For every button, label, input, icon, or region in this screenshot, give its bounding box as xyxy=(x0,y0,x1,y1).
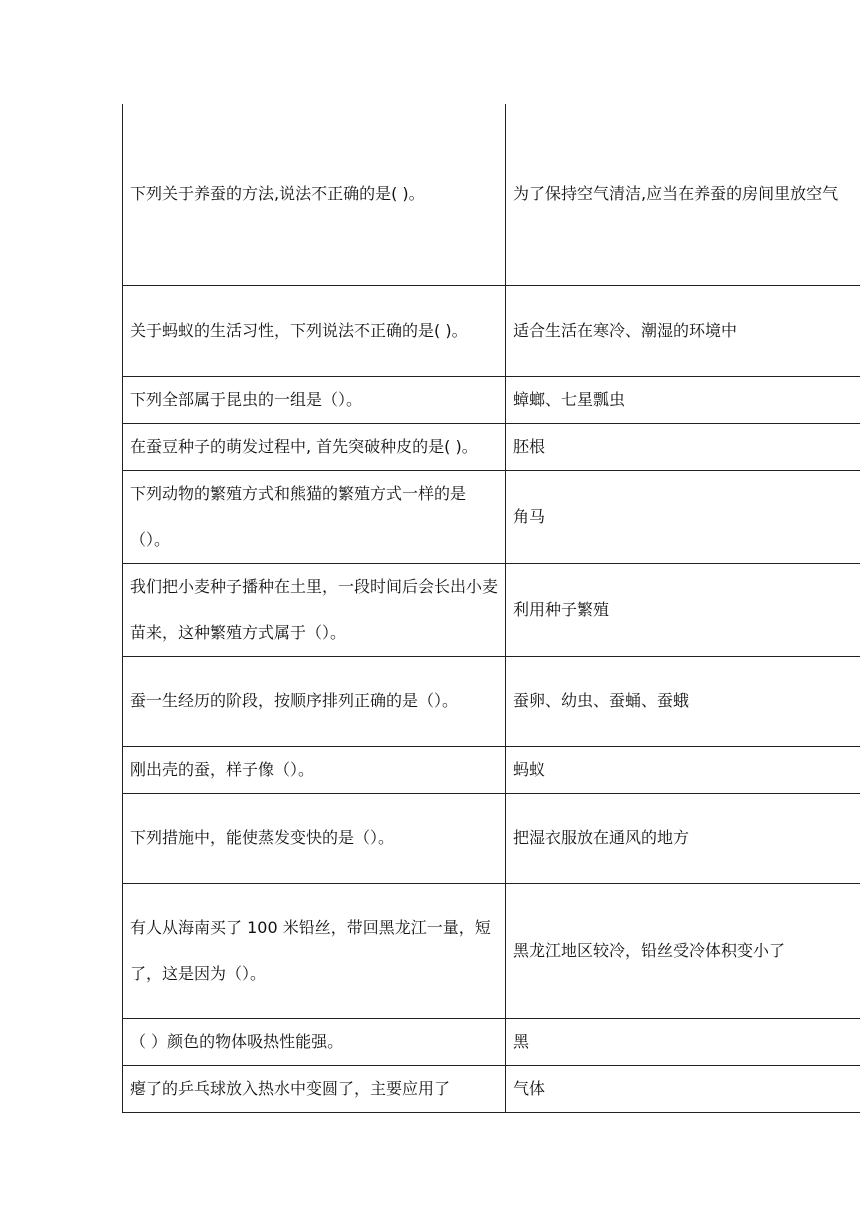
table-row xyxy=(123,285,860,376)
table-row xyxy=(123,1065,860,1112)
answer-cell: 为了保持空气清洁,应当在养蚕的房间里放空气 xyxy=(506,104,860,285)
question-cell: 蚕一生经历的阶段，按顺序排列正确的是（）。 xyxy=(123,656,506,746)
question-cell: 下列措施中，能使蒸发变快的是（）。 xyxy=(123,793,506,883)
table-row xyxy=(123,376,860,423)
answer-cell: 蚂蚁 xyxy=(506,746,860,793)
table-row xyxy=(123,883,860,1018)
table-row xyxy=(123,793,860,883)
question-cell: （ ）颜色的物体吸热性能强。 xyxy=(123,1018,506,1065)
table-row xyxy=(123,470,860,563)
question-cell: 有人从海南买了 100 米铅丝，带回黑龙江一量，短了，这是因为（）。 xyxy=(123,883,506,1018)
question-cell: 刚出壳的蚕，样子像（）。 xyxy=(123,746,506,793)
question-cell: 下列动物的繁殖方式和熊猫的繁殖方式一样的是（）。 xyxy=(123,470,506,563)
question-cell: 在蚕豆种子的萌发过程中, 首先突破种皮的是( )。 xyxy=(123,423,506,470)
table-row xyxy=(123,746,860,793)
question-cell: 下列全部属于昆虫的一组是（）。 xyxy=(123,376,506,423)
answer-cell: 蚕卵、幼虫、蚕蛹、蚕蛾 xyxy=(506,656,860,746)
answer-cell: 蟑螂、七星瓢虫 xyxy=(506,376,860,423)
table-row xyxy=(123,563,860,656)
answer-cell: 黑龙江地区较冷，铅丝受冷体积变小了 xyxy=(506,883,860,1018)
table-row xyxy=(123,104,860,285)
table-row xyxy=(123,656,860,746)
table-row xyxy=(123,423,860,470)
qa-table xyxy=(122,104,860,1113)
question-answer-sheet xyxy=(122,104,860,1113)
table-row xyxy=(123,1018,860,1065)
answer-cell: 胚根 xyxy=(506,423,860,470)
question-cell: 我们把小麦种子播种在土里，一段时间后会长出小麦苗来，这种繁殖方式属于（）。 xyxy=(123,563,506,656)
question-cell: 关于蚂蚁的生活习性，下列说法不正确的是( )。 xyxy=(123,285,506,376)
question-cell: 瘪了的乒乓球放入热水中变圆了，主要应用了 xyxy=(123,1065,506,1112)
question-cell: 下列关于养蚕的方法,说法不正确的是( )。 xyxy=(123,104,506,285)
answer-cell: 适合生活在寒冷、潮湿的环境中 xyxy=(506,285,860,376)
answer-cell: 角马 xyxy=(506,470,860,563)
answer-cell: 把湿衣服放在通风的地方 xyxy=(506,793,860,883)
answer-cell: 气体 xyxy=(506,1065,860,1112)
answer-cell: 黑 xyxy=(506,1018,860,1065)
answer-cell: 利用种子繁殖 xyxy=(506,563,860,656)
